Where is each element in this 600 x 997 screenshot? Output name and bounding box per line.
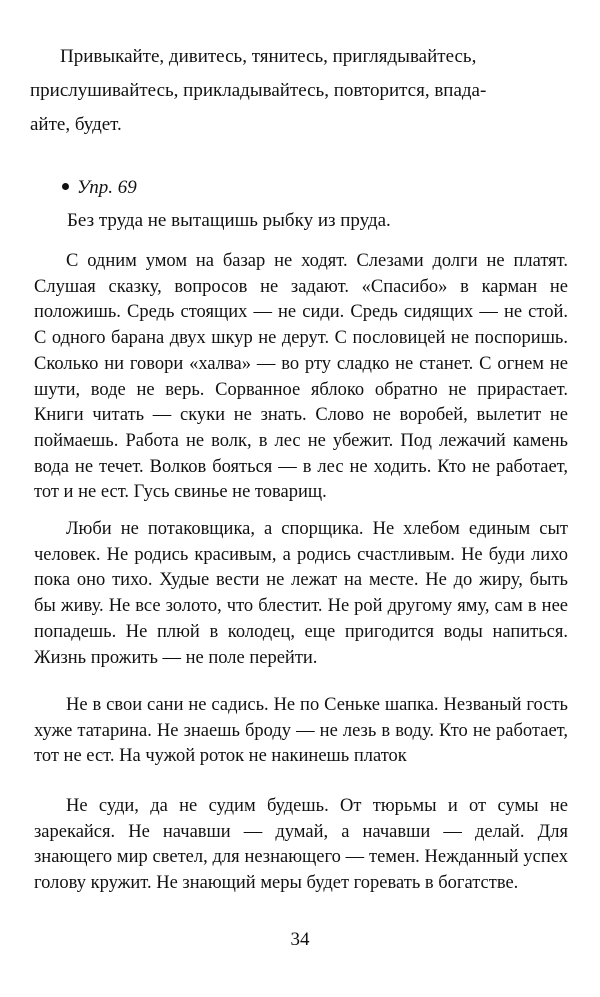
morpheme-line-3: айте, будет. (30, 114, 122, 135)
exercise-label: Упр. 69 (77, 177, 137, 198)
morpheme-analysis (30, 40, 580, 142)
paragraph-4: Не суди, да не судим будешь. От тюрьмы и от сумы не зарекайся. Не начавши — думай, а начавши — делай. Для знающего мир светел, для незнающего — темен. Нежданный успех голову кружит. Не знающий меры будет горевать в богатстве. (34, 796, 568, 894)
morpheme-line-1: Привыкайте, дивитесь, тянитесь, приглядывайтесь, (60, 46, 477, 67)
morpheme-line-2: прислушивайтесь, прикладывайтесь, повторится, впада- (30, 80, 487, 101)
exercise-heading (62, 175, 137, 201)
page-number: 34 (290, 929, 310, 950)
bullet-icon (62, 183, 69, 190)
paragraph-3: Не в свои сани не садись. Не по Сеньке шапка. Незваный гость хуже татарина. Не знаешь броду — не лезь в воду. Кто не работает, тот не ест. На чужой роток не накинешь платок (34, 695, 568, 767)
paragraph-2: Люби не потаковщика, а спорщика. Не хлебом единым сыт человек. Не родись красивым, а родись счастливым. Не буди лихо пока оно тихо. Худые вести не лежат на месте. Не до жиру, быть бы живу. Не все золото, что блестит. Не рой другому яму, сам в нее попадешь. Не плюй в колодец, еще пригодится воды напиться. Жизнь прожить — не поле перейти. (34, 519, 568, 668)
exercise-answer: Без труда не вытащишь рыбку из пруда. (67, 210, 391, 231)
paragraph-1: С одним умом на базар не ходят. Слезами долги не платят. Слушая сказку, вопросов не задают. «Спасибо» в карман не положишь. Средь стоящих — не сиди. Средь сидящих — не стой. С одного барана двух шкур не дерут. С пословицей не поспоришь. Сколько ни говори «халва» — во рту сладко не станет. С огнем не шути, воде не верь. Сорванное яблоко обратно не прирастает. Книги читать — скуки не знать. Слово не воробей, вылетит не поймаешь. Работа не волк, в лес не убежит. Под лежачий камень вода не течет. Волков бояться — в лес не ходить. Кто не работает, тот и не ест. Гусь свинье не товарищ. (34, 251, 568, 503)
